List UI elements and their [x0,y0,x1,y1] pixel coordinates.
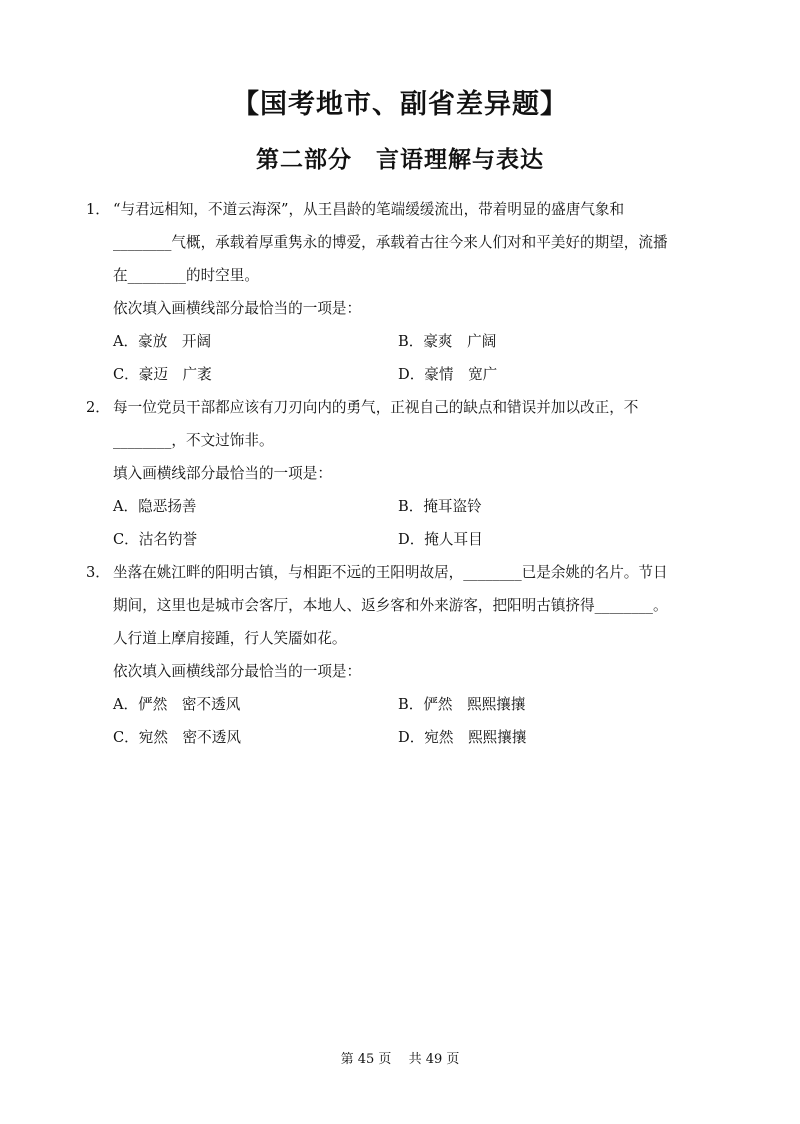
question-text: ________气概，承载着厚重隽永的博爱，承载着古往今来人们对和平美好的期望，流播 [113,234,668,251]
option-row [86,523,726,556]
option-c[interactable]: C．豪迈 广袤 [113,366,212,383]
option-row [86,325,726,358]
question-text: 期间，这里也是城市会客厅，本地人、返乡客和外来游客，把阳明古镇挤得________。 [113,597,668,614]
option-a[interactable]: A．豪放 开阔 [113,333,212,350]
question-line [86,391,726,424]
question-text: ________，不文过饰非。 [113,432,274,449]
option-b[interactable]: B．俨然 熙熙攘攘 [398,696,526,713]
question-3 [86,556,726,754]
page-footer: 第 45 页 共 49 页 [340,1052,460,1067]
option-d[interactable]: D．豪情 宽广 [398,366,498,383]
questions-container [86,193,726,754]
option-row [86,358,726,391]
question-instruction: 依次填入画横线部分最恰当的一项是： [113,663,362,680]
option-c[interactable]: C．宛然 密不透风 [113,729,241,746]
option-row [86,490,726,523]
question-instruction: 依次填入画横线部分最恰当的一项是： [113,300,362,317]
option-b[interactable]: B．豪爽 广阔 [398,333,497,350]
option-row [86,721,726,754]
question-text: 每一位党员干部都应该有刀刃向内的勇气，正视自己的缺点和错误并加以改正，不 [113,399,639,416]
question-2 [86,391,726,556]
question-text: 人行道上摩肩接踵，行人笑靥如花。 [113,630,347,647]
question-1 [86,193,726,391]
question-instruction: 填入画横线部分最恰当的一项是： [113,465,332,482]
page-title: 【国考地市、副省差异题】 [232,89,568,120]
option-a[interactable]: A．俨然 密不透风 [113,696,241,713]
question-line [86,556,726,589]
question-text: 坐落在姚江畔的阳明古镇，与相距不远的王阳明故居，________已是余姚的名片。节日 [113,564,668,581]
question-text: 在________的时空里。 [113,267,259,284]
option-c[interactable]: C．沽名钓誉 [113,531,198,548]
option-b[interactable]: B．掩耳盗铃 [398,498,482,515]
option-d[interactable]: D．掩人耳目 [398,531,483,548]
question-text: “与君远相知，不道云海深”，从王昌龄的笔端缓缓流出，带着明显的盛唐气象和 [113,201,625,218]
question-number: 1． [86,201,110,218]
question-line [86,193,726,226]
question-number: 2． [86,399,110,416]
option-a[interactable]: A．隐恶扬善 [113,498,197,515]
option-d[interactable]: D．宛然 熙熙攘攘 [398,729,527,746]
option-row [86,688,726,721]
section-title: 第二部分 言语理解与表达 [256,147,544,173]
question-number: 3． [86,564,110,581]
